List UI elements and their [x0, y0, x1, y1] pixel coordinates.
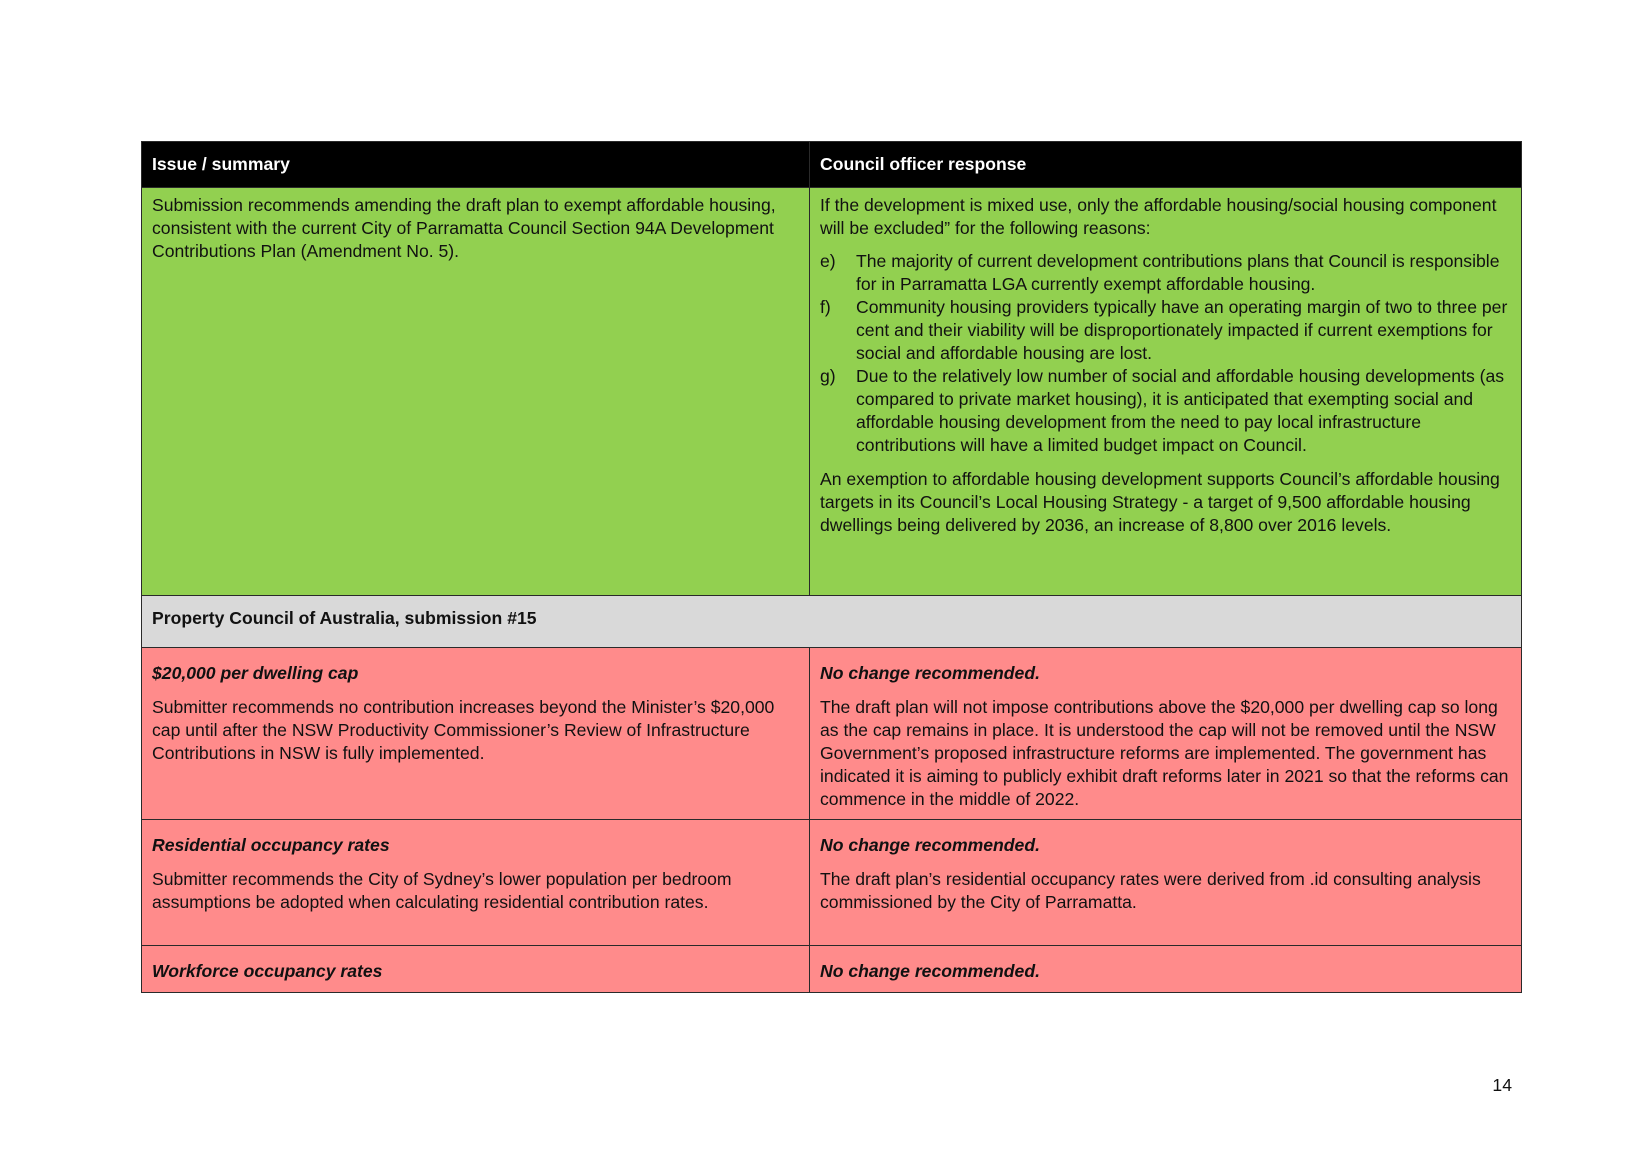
- response-cell: [810, 648, 1522, 820]
- issue-cell: [142, 648, 810, 820]
- list-item-text: The majority of current development contributions plans that Council is responsible for in Parramatta LGA currently exempt affordable housing.: [856, 251, 1500, 294]
- list-item: [820, 365, 1511, 457]
- issue-text: Submission recommends amending the draft plan to exempt affordable housing, consistent with the current City of Parramatta Council Section 94A Development Contributions Plan (Amendment No. 5).: [152, 195, 776, 261]
- issue-cell: [142, 946, 810, 993]
- table-row: [142, 946, 1522, 993]
- response-heading: No change recommended.: [820, 961, 1040, 981]
- list-item: [820, 296, 1511, 365]
- issue-heading: $20,000 per dwelling cap: [152, 663, 359, 683]
- response-closing: An exemption to affordable housing development supports Council’s affordable housing targets in its Council’s Local Housing Strategy - a target of 9,500 affordable housing dwellings being delivered by 2036, an increase of 8,800 over 2016 levels.: [820, 469, 1500, 535]
- section-heading: Property Council of Australia, submission #15: [142, 596, 1522, 648]
- response-heading: No change recommended.: [820, 663, 1040, 683]
- header-issue-summary: Issue / summary: [142, 142, 810, 188]
- table-header-row: [142, 142, 1522, 188]
- response-heading: No change recommended.: [820, 835, 1040, 855]
- response-text: The draft plan’s residential occupancy rates were derived from .id consulting analysis commissioned by the City of Parramatta.: [820, 869, 1481, 912]
- issue-cell: [142, 820, 810, 946]
- issue-heading: Workforce occupancy rates: [152, 961, 383, 981]
- response-text: The draft plan will not impose contributions above the $20,000 per dwelling cap so long as the cap remains in place. It is understood the cap will not be removed until the NSW Government’s proposed infrastructure reforms are implemented. The government has indicated it is aiming to publicly exhibit draft reforms later in 2021 so that the reforms can commence in the middle of 2022.: [820, 697, 1509, 809]
- response-cell: [810, 946, 1522, 993]
- list-marker: f): [820, 297, 831, 317]
- issue-heading: Residential occupancy rates: [152, 835, 390, 855]
- reasons-list: [820, 250, 1511, 457]
- page-number: 14: [1492, 1075, 1512, 1095]
- response-cell: [810, 188, 1522, 596]
- list-marker: e): [820, 251, 836, 271]
- issue-text: Submitter recommends no contribution increases beyond the Minister’s $20,000 cap until after the NSW Productivity Commissioner’s Review of Infrastructure Contributions in NSW is fully implemented.: [152, 697, 775, 763]
- table-row: [142, 188, 1522, 596]
- issue-cell: [142, 188, 810, 596]
- list-item: [820, 250, 1511, 296]
- response-cell: [810, 820, 1522, 946]
- header-council-response: Council officer response: [810, 142, 1522, 188]
- submissions-table: [141, 141, 1522, 993]
- list-marker: g): [820, 366, 836, 386]
- issue-text: Submitter recommends the City of Sydney’s lower population per bedroom assumptions be adopted when calculating residential contribution rates.: [152, 869, 732, 912]
- table-row: [142, 648, 1522, 820]
- list-item-text: Due to the relatively low number of social and affordable housing developments (as compared to private market housing), it is anticipated that exempting social and affordable housing development from the need to pay local infrastructure contributions will have a limited budget impact on Council.: [856, 366, 1505, 455]
- table-row: [142, 820, 1522, 946]
- response-intro: If the development is mixed use, only the affordable housing/social housing component will be excluded” for the following reasons:: [820, 195, 1497, 238]
- list-item-text: Community housing providers typically have an operating margin of two to three per cent and their viability will be disproportionately impacted if current exemptions for social and affordable housing are lost.: [856, 297, 1508, 363]
- section-heading-row: [142, 596, 1522, 648]
